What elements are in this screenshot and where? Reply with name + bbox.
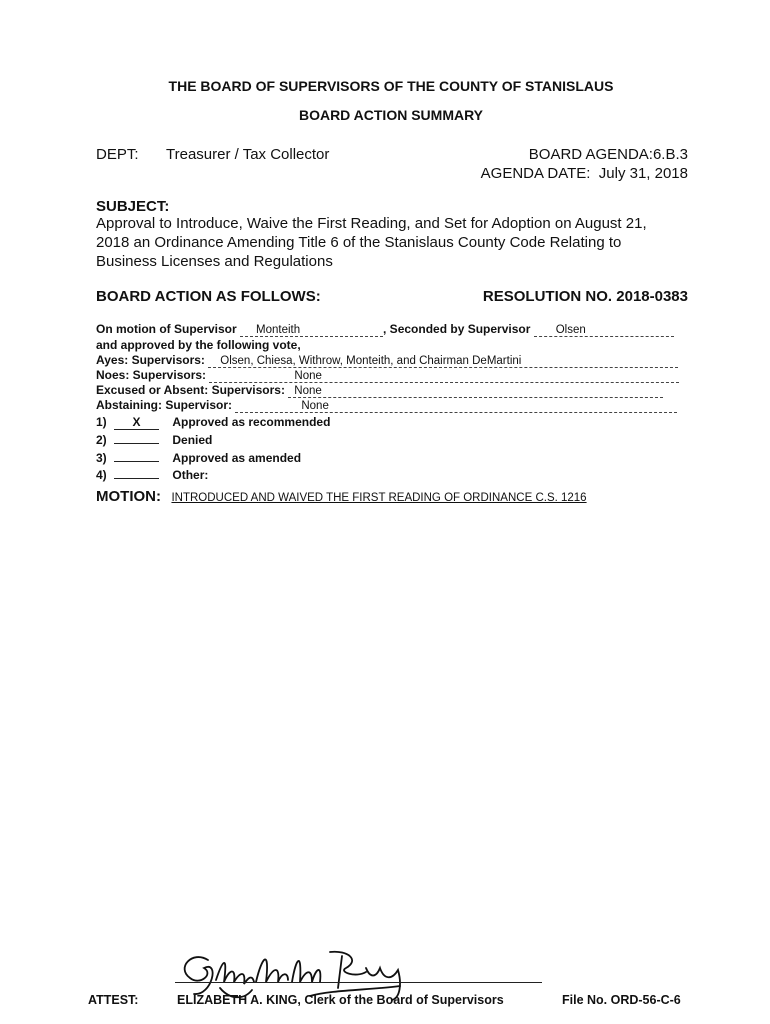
resolution-number: RESOLUTION NO. 2018-0383	[482, 288, 688, 305]
option-label: Other:	[172, 468, 209, 482]
motion-by-value: Monteith	[256, 324, 301, 336]
agenda-item-label: BOARD AGENDA:	[528, 146, 653, 163]
signature-line	[175, 982, 542, 983]
option-number: 1)	[96, 415, 107, 429]
abstaining-label: Abstaining: Supervisor:	[96, 398, 233, 412]
clerk-name: ELIZABETH A. KING, Clerk of the Board of Supervisors	[177, 993, 504, 1007]
motion-by-label: On motion of Supervisor	[96, 322, 237, 336]
attest-label: ATTEST:	[88, 993, 139, 1007]
summary-subtitle: BOARD ACTION SUMMARY	[298, 107, 484, 123]
noes-line	[96, 368, 679, 383]
excused-line	[96, 383, 663, 398]
board-agenda	[529, 146, 688, 163]
option-mark	[114, 443, 159, 444]
option-mark: X	[114, 415, 159, 430]
subject-line-2: 2018 an Ordinance Amending Title 6 of the Stanislaus County Code Relating to	[96, 234, 622, 251]
dept-label: DEPT:	[96, 146, 139, 163]
option-label: Denied	[172, 433, 213, 447]
abstaining-line	[96, 398, 677, 413]
option-3	[96, 451, 301, 465]
ayes-line	[96, 353, 678, 368]
excused-value: None	[294, 385, 322, 397]
motion-row	[96, 488, 587, 506]
abstaining-value: None	[301, 400, 329, 412]
agenda-date-value: July 31, 2018	[598, 165, 688, 182]
excused-label: Excused or Absent: Supervisors:	[96, 383, 285, 397]
option-mark	[114, 461, 159, 462]
seconded-value: Olsen	[555, 324, 586, 336]
agenda-date-label: AGENDA DATE:	[480, 165, 591, 182]
option-label: Approved as recommended	[172, 415, 331, 429]
dept-value: Treasurer / Tax Collector	[166, 146, 330, 163]
option-4	[96, 468, 208, 482]
option-number: 2)	[96, 433, 107, 447]
agenda-date	[481, 165, 688, 182]
option-mark	[114, 478, 159, 479]
file-number: File No. ORD-56-C-6	[562, 993, 681, 1007]
ayes-label: Ayes: Supervisors:	[96, 353, 205, 367]
board-action-heading: BOARD ACTION AS FOLLOWS:	[96, 288, 321, 305]
ayes-value: Olsen, Chiesa, Withrow, Monteith, and Chairman DeMartini	[220, 355, 522, 367]
motion-line	[96, 322, 674, 337]
option-2	[96, 433, 212, 447]
option-number: 3)	[96, 451, 107, 465]
board-title: THE BOARD OF SUPERVISORS OF THE COUNTY OF STANISLAUS	[168, 78, 614, 94]
option-label: Approved as amended	[172, 451, 302, 465]
agenda-item-value: 6.B.3	[652, 146, 688, 163]
motion-text: INTRODUCED AND WAIVED THE FIRST READING OF ORDINANCE C.S. 1216	[171, 492, 587, 504]
subject-line-1: Approval to Introduce, Waive the First Reading, and Set for Adoption on August 21,	[96, 215, 647, 232]
option-1	[96, 415, 330, 430]
subject-label: SUBJECT:	[96, 198, 170, 215]
motion-label: MOTION:	[96, 488, 161, 505]
subject-line-3: Business Licenses and Regulations	[96, 253, 333, 270]
noes-value: None	[294, 370, 322, 382]
approved-line: and approved by the following vote,	[96, 338, 301, 352]
noes-label: Noes: Supervisors:	[96, 368, 207, 382]
option-number: 4)	[96, 468, 107, 482]
seconded-label: , Seconded by Supervisor	[383, 322, 531, 336]
